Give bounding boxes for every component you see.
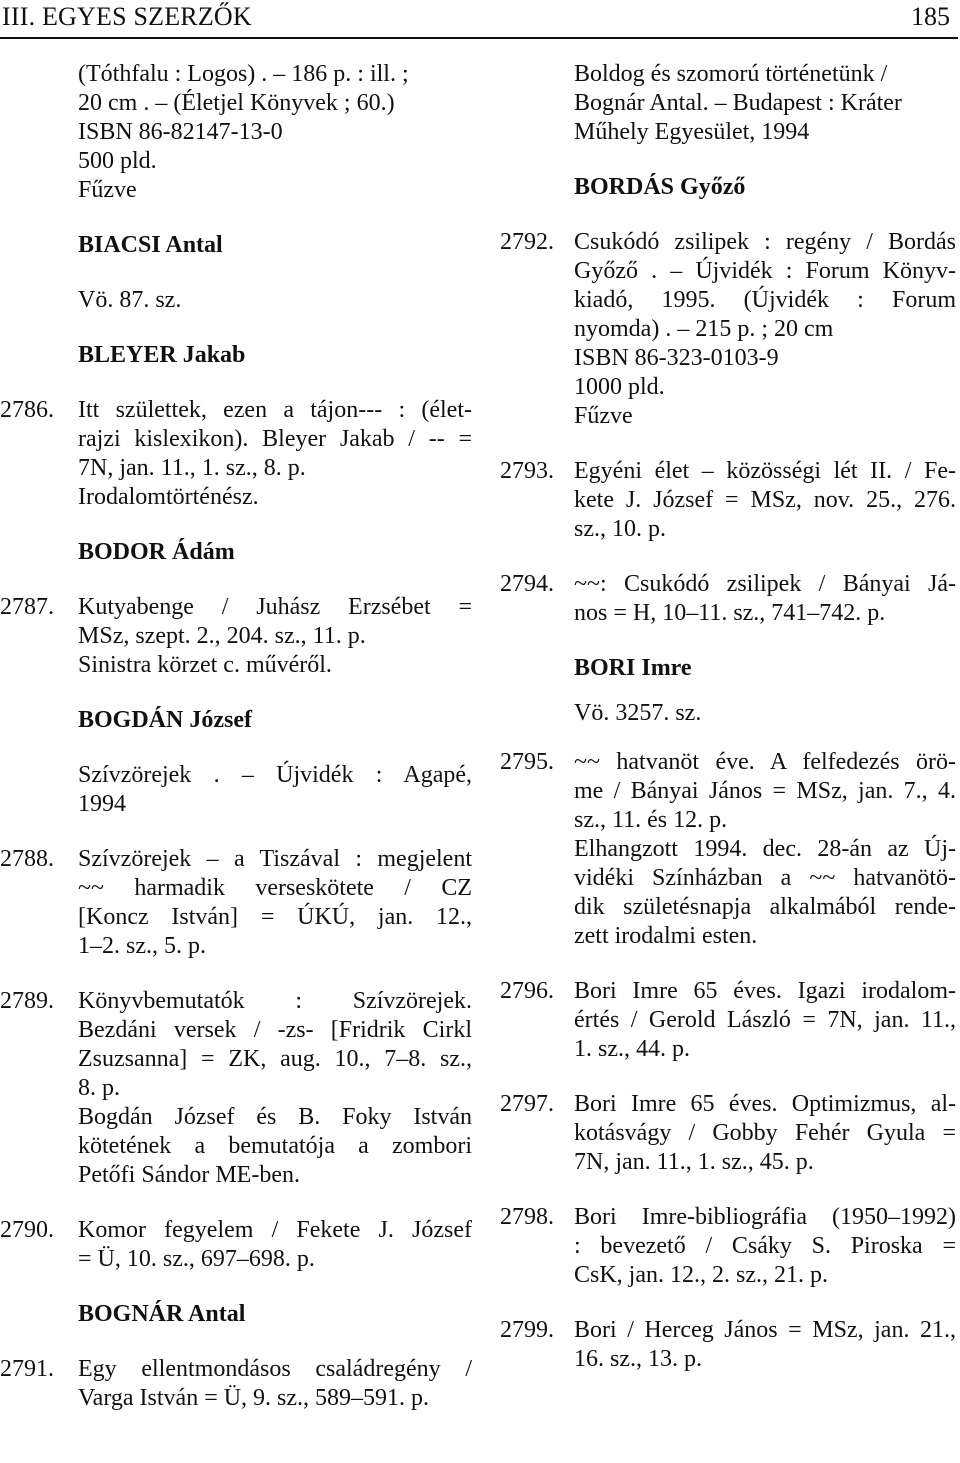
text-line: 500 pld. [78,148,157,174]
text-line: Fűzve [78,177,137,203]
text-line: 1000 pld. [574,374,665,400]
text-line: Szívzörejek – a Tiszával : megjelent [78,846,472,872]
entry-number: 2799. [500,1317,554,1343]
text-line: 1–2. sz., 5. p. [78,933,206,959]
text-line: ~~ harmadik verseskötete / CZ [78,875,472,901]
text-line: sz., 10. p. [574,516,666,542]
text-line: = Ü, 10. sz., 697–698. p. [78,1246,315,1272]
text-line: dik születésnapja alkalmából rende- [574,894,956,920]
entry-number: 2798. [500,1204,554,1230]
text-line: Irodalomtörténész. [78,484,259,510]
book-record [0,761,472,819]
bibliography-entry [500,748,956,951]
bibliography-entry [0,593,472,680]
text-line: 7N, jan. 11., 1. sz., 8. p. [78,455,306,481]
text-line: [Koncz István] = ÚKÚ, jan. 12., [78,904,472,930]
page-header [0,0,960,40]
text-line: rajzi kislexikon). Bleyer Jakab / -- = [78,426,472,452]
continued-entry [0,60,472,205]
author-heading: BORDÁS Győző [574,174,746,200]
text-line: me / Bányai János = MSz, jan. 7., 4. [574,778,956,804]
text-line: Boldog és szomorú történetünk / [574,61,888,87]
left-column [0,60,472,1439]
text-line: zett irodalmi esten. [574,923,758,949]
text-line: Elhangzott 1994. dec. 28-án az Új- [574,836,956,862]
entry-number: 2792. [500,229,554,255]
text-line: Vö. 87. sz. [78,287,182,313]
text-line: Fűzve [574,403,633,429]
text-line: Vö. 3257. sz. [574,700,702,726]
bibliography-entry [500,228,956,431]
author-heading: BLEYER Jakab [78,342,246,368]
text-line: Szívzörejek . – Újvidék : Agapé, [78,762,472,788]
text-line: Bogdán József és B. Foky István [78,1104,472,1130]
text-line: : bevezető / Csáky S. Piroska = [574,1233,956,1259]
text-line: 1. sz., 44. p. [574,1036,690,1062]
text-line: Bognár Antal. – Budapest : Kráter [574,90,902,116]
entry-number: 2795. [500,749,554,775]
cross-reference [500,699,956,728]
text-line: Bori Imre 65 éves. Igazi irodalom- [574,978,956,1004]
entry-number: 2789. [0,988,54,1014]
text-line: Győző . – Újvidék : Forum Könyv- [574,258,956,284]
text-line: 16. sz., 13. p. [574,1346,702,1372]
text-line: Egyéni élet – közösségi lét II. / Fe- [574,458,956,484]
right-column [500,60,956,1400]
text-line: 8. p. [78,1075,120,1101]
text-line: Egy ellentmondásos családregény / [78,1356,472,1382]
cross-reference [0,286,472,315]
text-line: Petőfi Sándor ME-ben. [78,1162,300,1188]
entry-number: 2796. [500,978,554,1004]
text-line: vidéki Színházban a ~~ hatvanötö- [574,865,956,891]
entry-number: 2788. [0,846,54,872]
bibliography-entry [0,1216,472,1274]
text-line: 1994 [78,791,126,817]
text-line: kotásvágy / Gobby Fehér Gyula = [574,1120,956,1146]
author-heading: BOGDÁN József [78,707,252,733]
text-line: (Tóthfalu : Logos) . – 186 p. : ill. ; [78,61,409,87]
author-heading: BODOR Ádám [78,539,235,565]
author-heading: BOGNÁR Antal [78,1301,246,1327]
text-line: Könyvbemutatók : Szívzörejek. [78,988,472,1014]
book-record [500,60,956,147]
text-line: sz., 11. és 12. p. [574,807,728,833]
text-line: ISBN 86-323-0103-9 [574,345,779,371]
text-line: ISBN 86-82147-13-0 [78,119,283,145]
bibliography-entry [500,457,956,544]
text-line: Műhely Egyesület, 1994 [574,119,810,145]
entry-number: 2793. [500,458,554,484]
text-line: Bori Imre-bibliográfia (1950–1992) [574,1204,956,1230]
text-line: Bori / Herceg János = MSz, jan. 21., [574,1317,956,1343]
text-line: nos = H, 10–11. sz., 741–742. p. [574,600,886,626]
bibliography-entry [500,1090,956,1177]
text-line: 7N, jan. 11., 1. sz., 45. p. [574,1149,814,1175]
entry-number: 2790. [0,1217,54,1243]
text-line: Sinistra körzet c. művéről. [78,652,332,678]
text-line: kete J. József = MSz, nov. 25., 276. [574,487,956,513]
entry-number: 2794. [500,571,554,597]
text-line: kiadó, 1995. (Újvidék : Forum [574,287,956,313]
bibliography-entry [0,845,472,961]
text-line: kötetének a bemutatója a zombori [78,1133,472,1159]
text-line: Kutyabenge / Juhász Erzsébet = [78,594,472,620]
bibliography-entry [500,977,956,1064]
text-line: Bezdáni versek / -zs- [Fridrik Cirkl [78,1017,472,1043]
text-line: Varga István = Ü, 9. sz., 589–591. p. [78,1385,430,1411]
bibliography-entry [0,987,472,1190]
entry-number: 2786. [0,397,54,423]
text-line: Zsuzsanna] = ZK, aug. 10., 7–8. sz., [78,1046,472,1072]
text-line: CsK, jan. 12., 2. sz., 21. p. [574,1262,828,1288]
text-line: Csukódó zsilipek : regény / Bordás [574,229,956,255]
bibliography-entry [500,1203,956,1290]
bibliography-entry [500,570,956,628]
running-title: III. EGYES SZERZŐK [2,2,252,31]
text-line: értés / Gerold László = 7N, jan. 11., [574,1007,956,1033]
page-number: 185 [911,2,950,31]
text-line: ~~: Csukódó zsilipek / Bányai Já- [574,571,956,597]
author-heading: BORI Imre [574,655,692,681]
entry-number: 2791. [0,1356,54,1382]
header-rule [0,37,958,39]
bibliography-entry [0,1355,472,1413]
text-line: nyomda) . – 215 p. ; 20 cm [574,316,834,342]
bibliography-entry [0,396,472,512]
text-line: Bori Imre 65 éves. Optimizmus, al- [574,1091,956,1117]
bibliography-entry [500,1316,956,1374]
author-heading: BIACSI Antal [78,232,223,258]
entry-number: 2797. [500,1091,554,1117]
text-line: Itt születtek, ezen a tájon--- : (élet- [78,397,472,423]
text-line: ~~ hatvanöt éve. A felfedezés örö- [574,749,956,775]
text-line: 20 cm . – (Életjel Könyvek ; 60.) [78,90,395,116]
text-line: Komor fegyelem / Fekete J. József [78,1217,472,1243]
entry-number: 2787. [0,594,54,620]
text-line: MSz, szept. 2., 204. sz., 11. p. [78,623,366,649]
